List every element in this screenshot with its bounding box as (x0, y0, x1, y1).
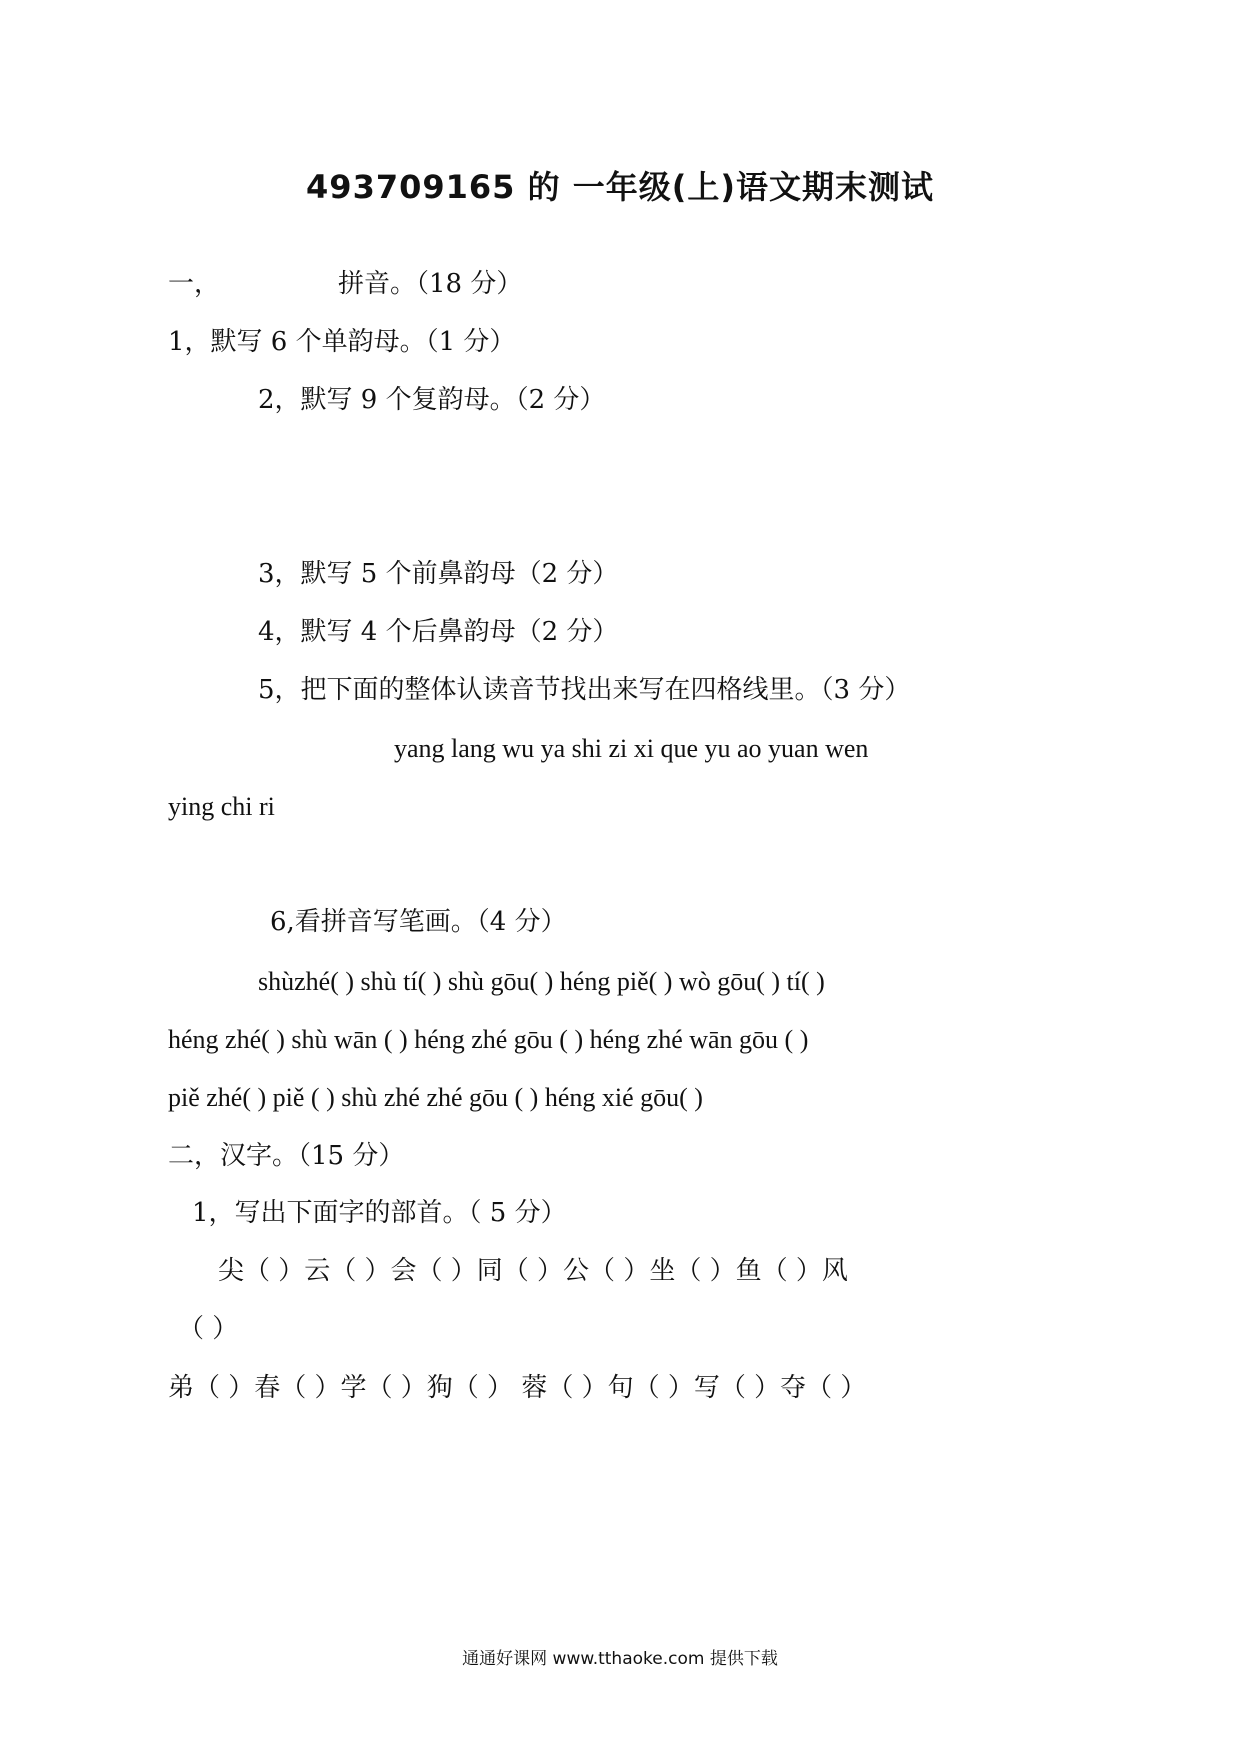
question-1-6: 6,看拼音写笔画。（4 分） (270, 907, 567, 937)
question-1-3: 3，默写 5 个前鼻韵母（2 分） (258, 559, 619, 589)
syllables-line-2: ying chi ri (168, 792, 275, 821)
question-1-4: 4，默写 4 个后鼻韵母（2 分） (258, 617, 619, 647)
strokes-line-1: shùzhé( ) shù tí( ) shù gōu( ) héng piě( ) wò gōu( ) tí( ) (258, 967, 825, 996)
section-1-heading: 拼音。（18 分） (338, 269, 523, 299)
page-title: 493709165 的 一年级(上)语文期末测试 (306, 168, 934, 206)
section-2-heading: 二，汉字。（15 分） (168, 1141, 405, 1171)
question-1-2: 2，默写 9 个复韵母。（2 分） (258, 385, 606, 415)
strokes-line-3: piě zhé( ) piě ( ) shù zhé zhé gōu ( ) héng xié gōu( ) (168, 1083, 703, 1112)
strokes-line-2: héng zhé( ) shù wān ( ) héng zhé gōu ( ) héng zhé wān gōu ( ) (168, 1025, 809, 1054)
syllables-line-1: yang lang wu ya shi zi xi que yu ao yuan wen (394, 734, 869, 763)
radicals-line-2: （ ） (178, 1314, 239, 1344)
footer-source: 通通好课网 www.tthaoke.com 提供下载 (462, 1649, 778, 1669)
radicals-line-3: 弟（ ）春（ ）学（ ）狗（ ） 蓉（ ）句（ ）写（ ）夺（ ） (168, 1373, 867, 1403)
radicals-line-1: 尖（ ）云（ ）会（ ）同（ ）公（ ）坐（ ）鱼（ ）风 (218, 1256, 848, 1286)
question-2-1: 1，写出下面字的部首。（ 5 分） (192, 1198, 567, 1228)
section-1-number: 一， (168, 269, 221, 299)
question-1-1: 1，默写 6 个单韵母。（1 分） (168, 327, 516, 357)
question-1-5: 5，把下面的整体认读音节找出来写在四格线里。（3 分） (258, 675, 911, 705)
